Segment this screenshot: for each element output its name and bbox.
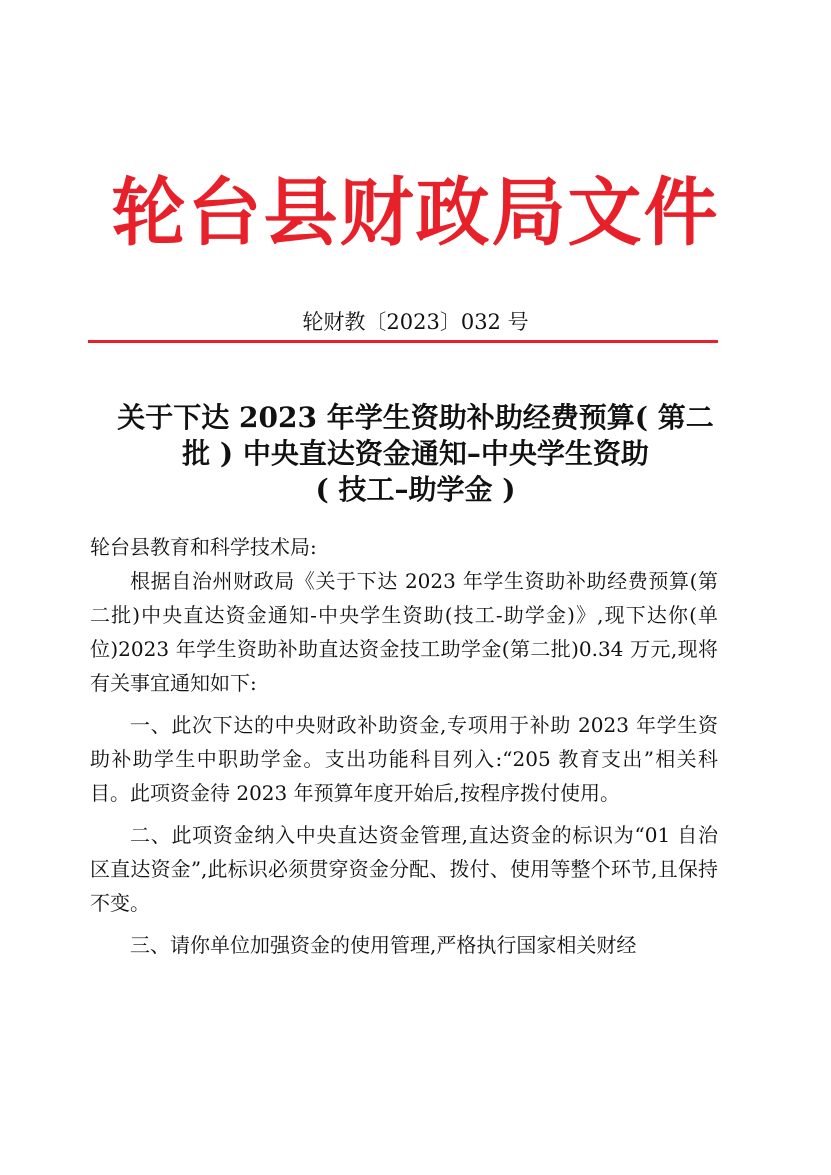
document-body xyxy=(90,530,718,962)
addressee: 轮台县教育和科学技术局: xyxy=(90,535,317,559)
paragraph-item-2: 二、此项资金纳入中央直达资金管理,直达资金的标识为“01 自治区直达资金”,此标识必须贯穿资金分配、拨付、使用等整个环节,且保持不变。 xyxy=(90,823,718,915)
red-separator-line xyxy=(88,340,718,343)
document-title-line-1: 关于下达 2023 年学生资助补助经费预算( 第二 xyxy=(117,401,714,434)
document-title xyxy=(80,400,751,508)
document-title-line-2: 批 ) 中央直达资金通知–中央学生资助 xyxy=(182,437,649,470)
paragraph-item-3: 三、请你单位加强资金的使用管理,严格执行国家相关财经 xyxy=(130,933,637,957)
paragraph-intro: 根据自治州财政局《关于下达 2023 年学生资助补助经费预算(第二批)中央直达资金通知-中央学生资助(技工-助学金)》,现下达你(单位)2023 年学生资助补助直达资金技工助学金(第二批)0.34 万元,现将有关事宜通知如下: xyxy=(90,569,718,695)
issuing-organization-title: 轮台县财政局文件 xyxy=(111,170,720,256)
paragraph-item-1: 一、此次下达的中央财政补助资金,专项用于补助 2023 年学生资助补助学生中职助学金。支出功能科目列入:“205 教育支出”相关科目。此项资金待 2023 年预算年度开始后,按程序拨付使用。 xyxy=(90,713,718,805)
document-title-line-3: ( 技工–助学金 ) xyxy=(315,473,516,506)
document-number: 轮财教〔2023〕032 号 xyxy=(302,310,529,334)
